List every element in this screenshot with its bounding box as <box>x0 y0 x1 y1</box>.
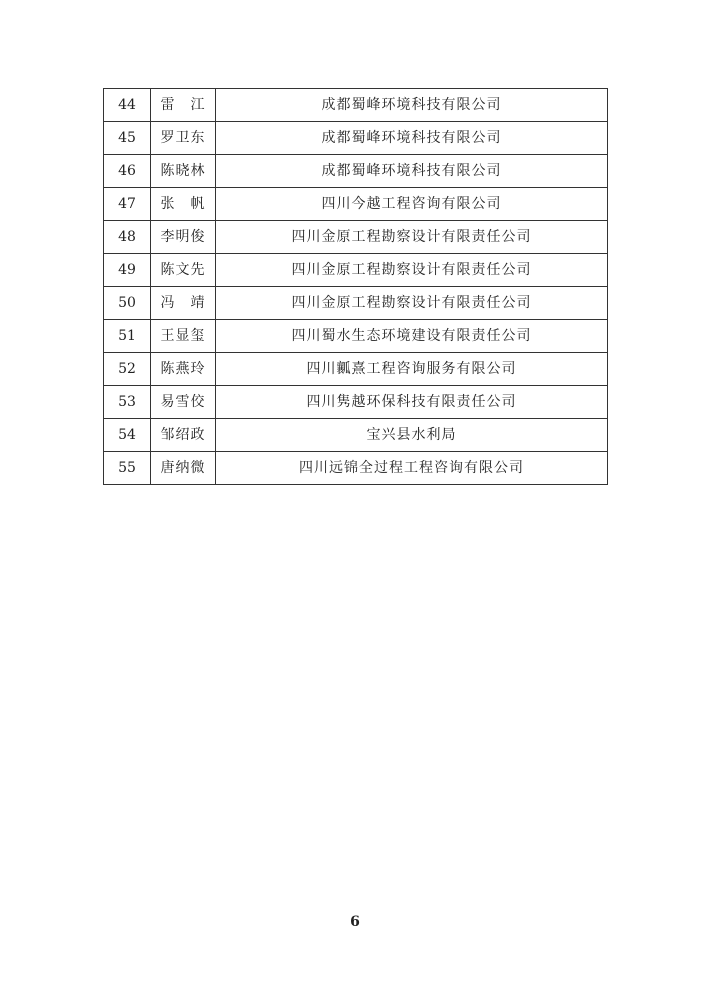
person-name: 冯 靖 <box>151 287 216 320</box>
person-name: 罗卫东 <box>151 122 216 155</box>
company-name: 四川金原工程勘察设计有限责任公司 <box>216 287 608 320</box>
company-name: 四川蜀水生态环境建设有限责任公司 <box>216 320 608 353</box>
company-name: 四川远锦全过程工程咨询有限公司 <box>216 452 608 485</box>
row-number: 50 <box>104 287 151 320</box>
table-row <box>104 155 608 188</box>
table-row <box>104 188 608 221</box>
person-name: 唐纳微 <box>151 452 216 485</box>
person-name: 李明俊 <box>151 221 216 254</box>
row-number: 55 <box>104 452 151 485</box>
person-name: 陈晓林 <box>151 155 216 188</box>
table-row <box>104 254 608 287</box>
table-row <box>104 353 608 386</box>
row-number: 46 <box>104 155 151 188</box>
personnel-table-body <box>104 89 608 485</box>
company-name: 四川金原工程勘察设计有限责任公司 <box>216 221 608 254</box>
company-name: 成都蜀峰环境科技有限公司 <box>216 89 608 122</box>
company-name: 四川金原工程勘察设计有限责任公司 <box>216 254 608 287</box>
row-number: 47 <box>104 188 151 221</box>
row-number: 54 <box>104 419 151 452</box>
row-number: 53 <box>104 386 151 419</box>
company-name: 宝兴县水利局 <box>216 419 608 452</box>
person-name: 陈文先 <box>151 254 216 287</box>
person-name: 张 帆 <box>151 188 216 221</box>
table-row <box>104 89 608 122</box>
personnel-table <box>103 88 608 485</box>
company-name: 四川瓤熹工程咨询服务有限公司 <box>216 353 608 386</box>
person-name: 王显玺 <box>151 320 216 353</box>
row-number: 44 <box>104 89 151 122</box>
table-row <box>104 320 608 353</box>
table-row <box>104 221 608 254</box>
row-number: 49 <box>104 254 151 287</box>
row-number: 52 <box>104 353 151 386</box>
company-name: 四川今越工程咨询有限公司 <box>216 188 608 221</box>
row-number: 45 <box>104 122 151 155</box>
company-name: 四川隽越环保科技有限责任公司 <box>216 386 608 419</box>
company-name: 成都蜀峰环境科技有限公司 <box>216 122 608 155</box>
person-name: 雷 江 <box>151 89 216 122</box>
table-row <box>104 452 608 485</box>
page-number: 6 <box>350 914 360 930</box>
person-name: 邹绍政 <box>151 419 216 452</box>
person-name: 陈燕玲 <box>151 353 216 386</box>
table-row <box>104 287 608 320</box>
row-number: 51 <box>104 320 151 353</box>
table-row <box>104 122 608 155</box>
person-name: 易雪佼 <box>151 386 216 419</box>
company-name: 成都蜀峰环境科技有限公司 <box>216 155 608 188</box>
row-number: 48 <box>104 221 151 254</box>
table-row <box>104 419 608 452</box>
table-row <box>104 386 608 419</box>
